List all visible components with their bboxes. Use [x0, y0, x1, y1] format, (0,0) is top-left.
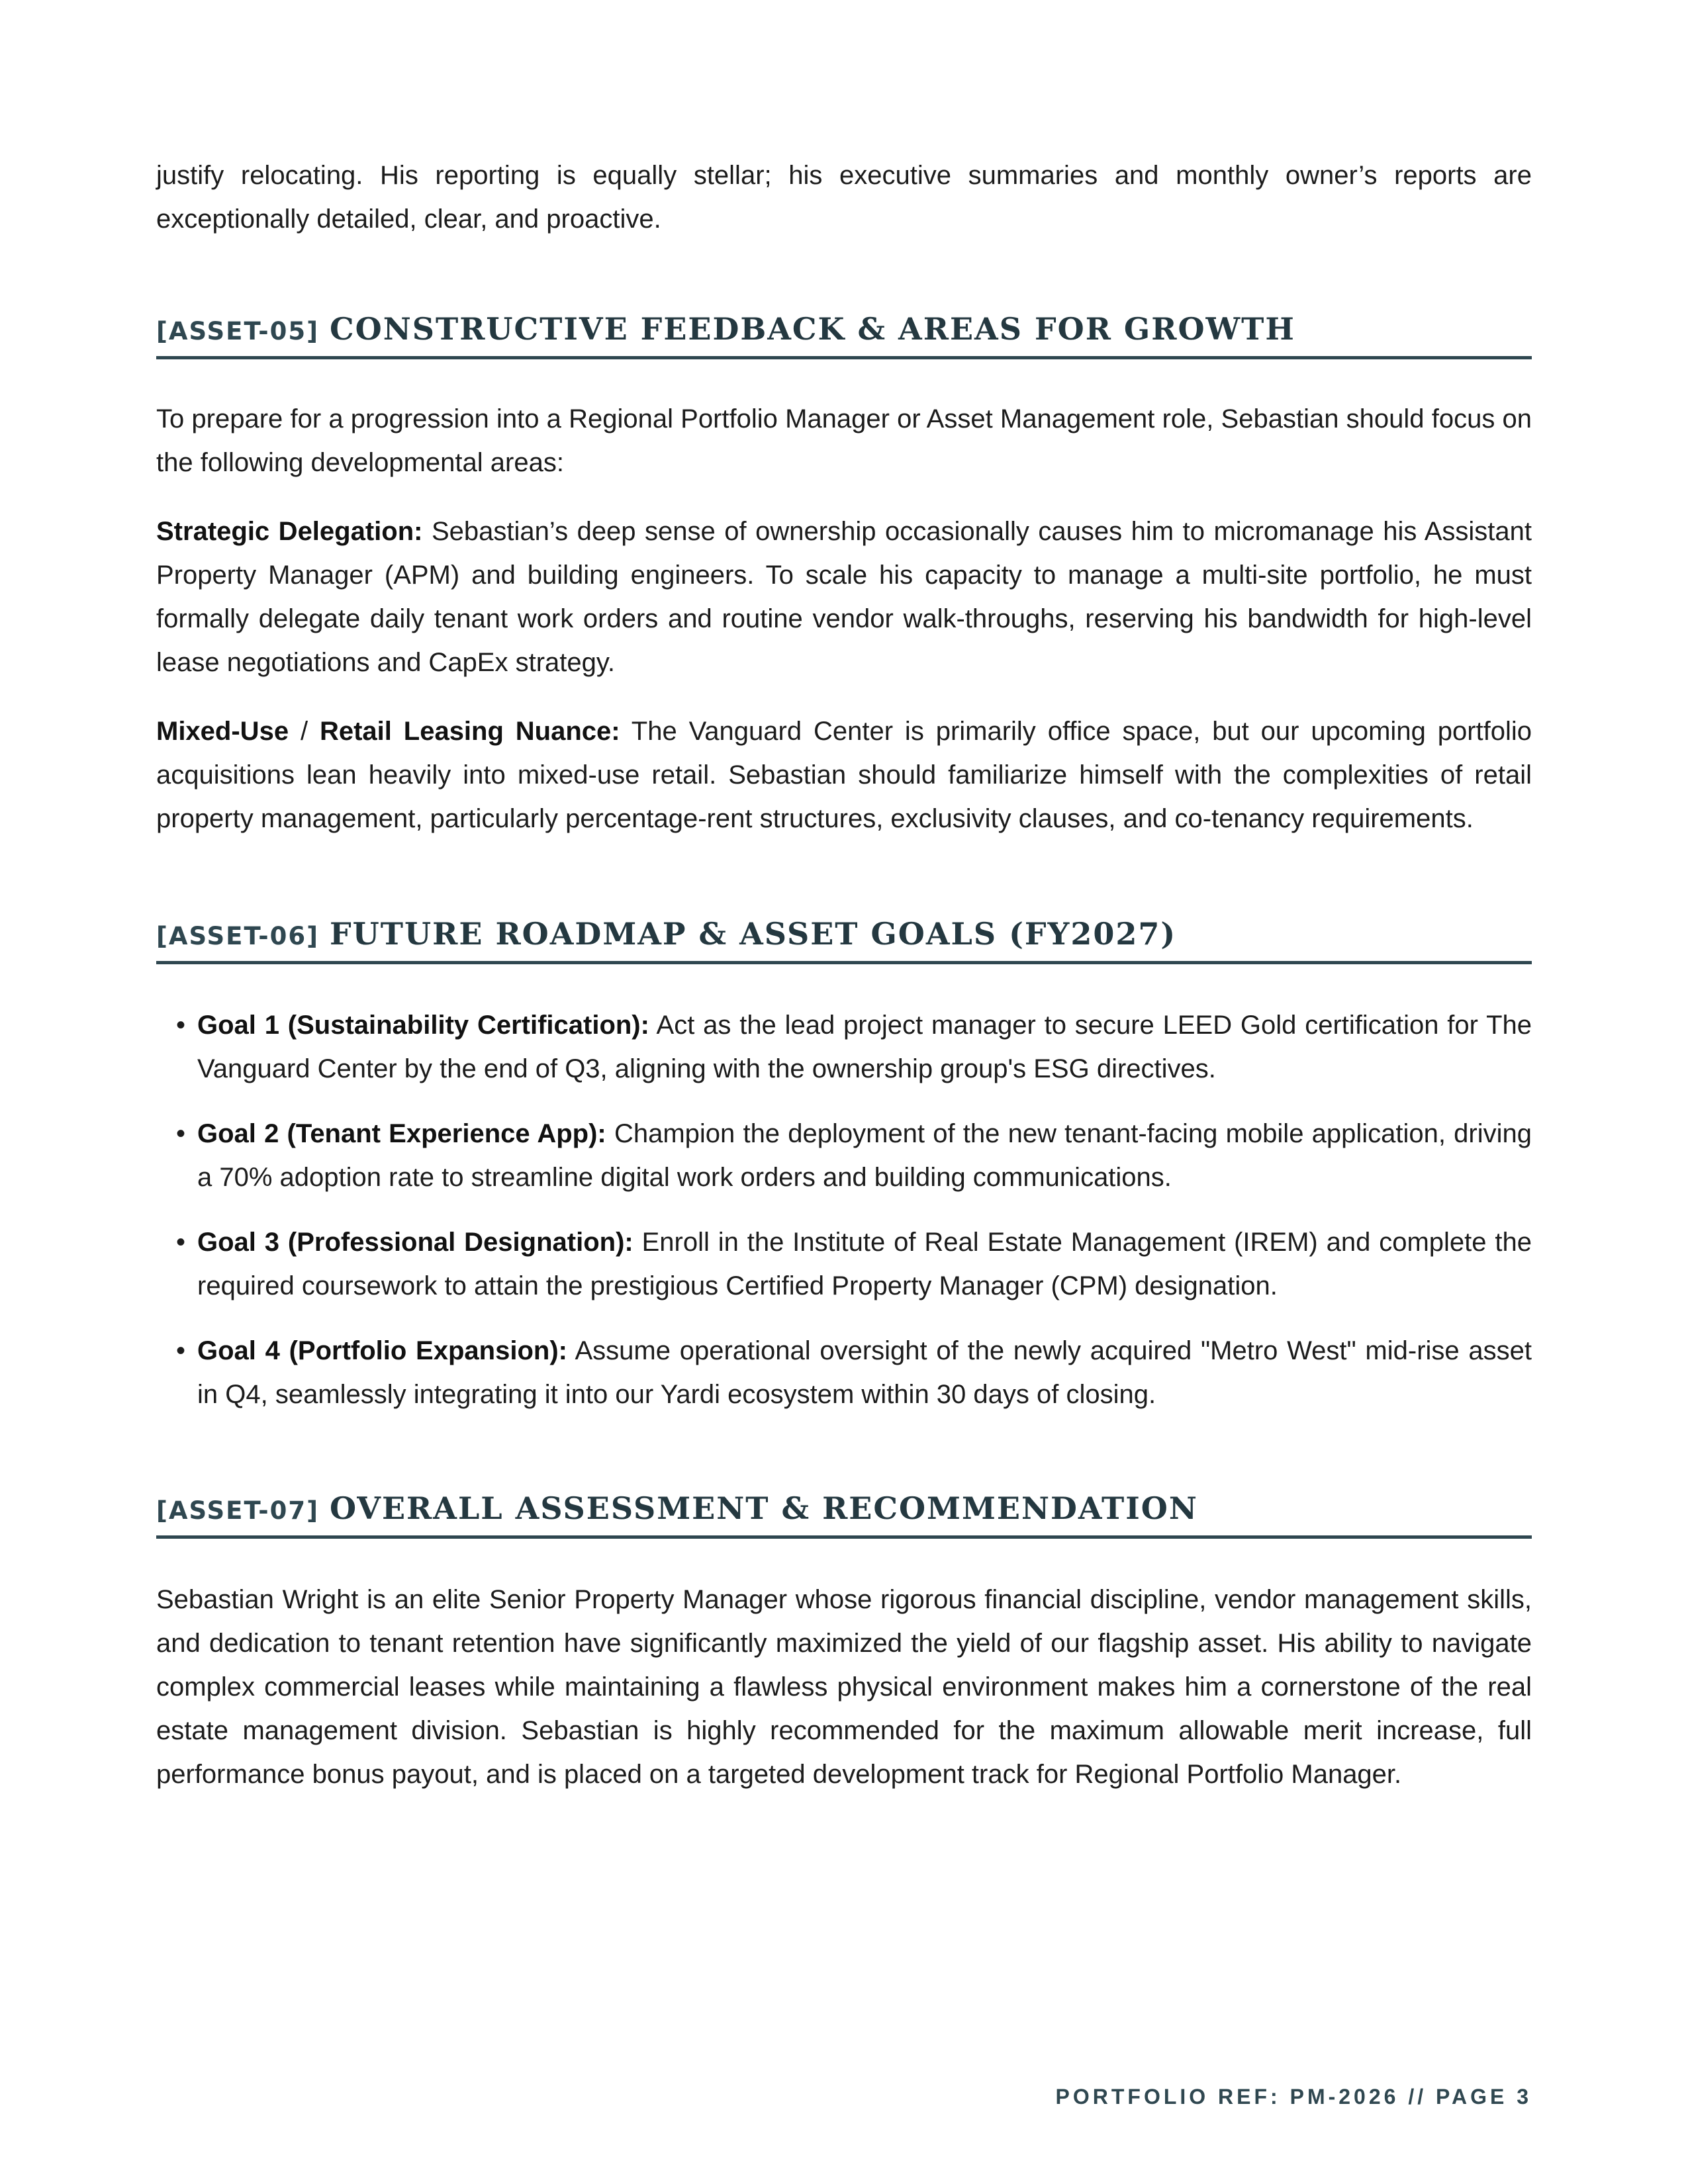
goal-lead: Goal 3 (Professional Designation):	[197, 1228, 633, 1257]
paragraph-separator: /	[289, 717, 320, 746]
goal-text: Champion the deployment of the new tenant-facing mobile application, driving a 70% adoption rate to streamline digital work orders and building communications.	[197, 1119, 1532, 1192]
section-title: CONSTRUCTIVE FEEDBACK & AREAS FOR GROWTH	[330, 311, 1295, 347]
section-body-asset-06	[156, 1003, 1532, 1416]
section-heading-asset-07	[156, 1490, 1532, 1539]
goal-lead: Goal 1 (Sustainability Certification):	[197, 1011, 649, 1040]
goals-list	[156, 1003, 1532, 1416]
intro-paragraph: justify relocating. His reporting is equally stellar; his executive summaries and monthly owner’s reports are exceptionally detailed, clear, and proactive.	[156, 161, 1532, 234]
goal-item	[156, 1329, 1532, 1416]
paragraph-lead-2: Retail Leasing Nuance:	[319, 717, 620, 746]
page-footer: PORTFOLIO REF: PM-2026 // PAGE 3	[1055, 2085, 1532, 2109]
paragraph-text: The Vanguard Center is primarily office space, but our upcoming portfolio acquisitions lean heavily into mixed-use retail. Sebastian should familiarize himself with the complexities of retail property management, particularly percentage-rent structures, exclusivity clauses, and co-tenancy requirements.	[156, 717, 1532, 833]
section-tag: [ASSET-07]	[156, 1496, 320, 1525]
section-body-asset-07	[156, 1578, 1532, 1796]
paragraph-text: Sebastian’s deep sense of ownership occasionally causes him to micromanage his Assistant Property Manager (APM) and building engineers. To scale his capacity to manage a multi-site portfolio, he must formally delegate daily tenant work orders and routine vendor walk-throughs, reserving his bandwidth for high-level lease negotiations and CapEx strategy.	[156, 517, 1532, 677]
feedback-strategic-delegation	[156, 510, 1532, 684]
bullet: •	[176, 1119, 186, 1148]
paragraph-lead: Strategic Delegation:	[156, 517, 423, 546]
section-tag: [ASSET-05]	[156, 317, 320, 345]
paragraph-lead: Mixed-Use	[156, 717, 289, 746]
goal-item	[156, 1220, 1532, 1308]
goal-text: Assume operational oversight of the newly acquired "Metro West" mid-rise asset in Q4, seamlessly integrating it into our Yardi ecosystem within 30 days of closing.	[197, 1336, 1532, 1409]
paragraph-text: To prepare for a progression into a Regional Portfolio Manager or Asset Management role, Sebastian should focus on the following developmental areas:	[156, 404, 1532, 477]
goal-lead: Goal 2 (Tenant Experience App):	[197, 1119, 606, 1148]
goal-item	[156, 1112, 1532, 1199]
goal-item	[156, 1003, 1532, 1091]
goal-text: Enroll in the Institute of Real Estate Management (IREM) and complete the required coursework to attain the prestigious Certified Property Manager (CPM) designation.	[197, 1228, 1532, 1300]
section-title: FUTURE ROADMAP & ASSET GOALS (FY2027)	[330, 916, 1177, 952]
section-title: OVERALL ASSESSMENT & RECOMMENDATION	[330, 1490, 1198, 1526]
section-tag: [ASSET-06]	[156, 922, 320, 950]
goal-lead: Goal 4 (Portfolio Expansion):	[197, 1336, 567, 1365]
assessment-paragraph: Sebastian Wright is an elite Senior Property Manager whose rigorous financial discipline, vendor management skills, and dedication to tenant retention have significantly maximized the yield of our flagship asset. His ability to navigate complex commercial leases while maintaining a flawless physical environment makes him a cornerstone of the real estate management division. Sebastian is highly recommended for the maximum allowable merit increase, full performance bonus payout, and is placed on a targeted development track for Regional Portfolio Manager.	[156, 1585, 1532, 1789]
section-body-asset-05	[156, 397, 1532, 841]
section-heading-asset-06	[156, 916, 1532, 964]
bullet: •	[176, 1336, 186, 1365]
bullet: •	[176, 1011, 186, 1040]
section-heading-asset-05	[156, 311, 1532, 359]
feedback-retail-leasing	[156, 709, 1532, 841]
bullet: •	[176, 1228, 186, 1257]
goal-text: Act as the lead project manager to secure LEED Gold certification for The Vanguard Center by the end of Q3, aligning with the ownership group's ESG directives.	[197, 1011, 1532, 1083]
feedback-intro-paragraph	[156, 397, 1532, 484]
